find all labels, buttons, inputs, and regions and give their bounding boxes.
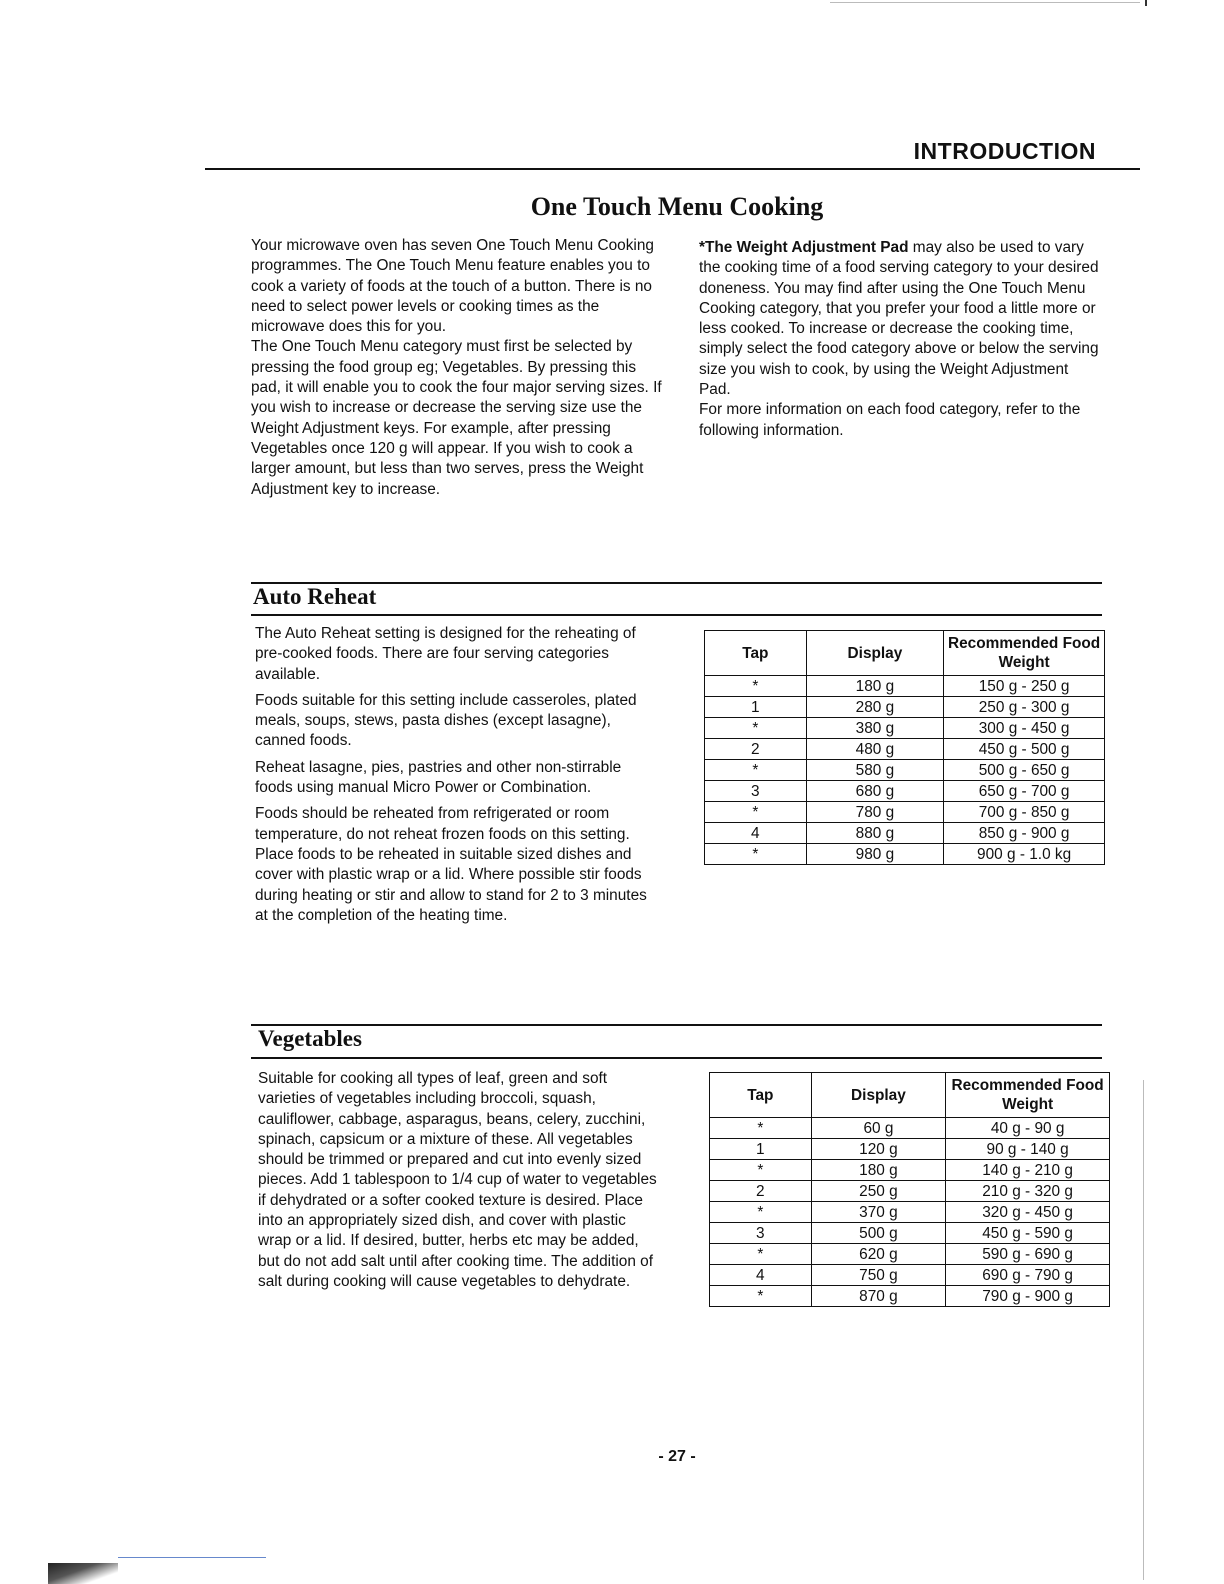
col-header-display: Display: [811, 1073, 946, 1118]
weight-adjust-paragraph: *The Weight Adjustment Pad may also be used to vary the cooking time of a food serving category to your desired doneness. You may find after using the One Touch Menu Cooking category, that you prefer your food a little more or less cooked. To increase or decrease the cooking time, simply select the food category above or below the serving size you wish to cook, by using the Weight Adjustment Pad.: [699, 239, 1099, 399]
auto-reheat-table: [704, 630, 1105, 865]
weight-cell: 700 g - 850 g: [944, 802, 1105, 823]
table-row: [710, 1160, 1110, 1181]
display-cell: 60 g: [811, 1118, 946, 1139]
weight-cell: 450 g - 500 g: [944, 739, 1105, 760]
table-row: [710, 1202, 1110, 1223]
scan-corner-smudge: [48, 1563, 118, 1584]
table-row: [705, 739, 1105, 760]
tap-cell: 3: [705, 781, 807, 802]
table-row: [710, 1181, 1110, 1202]
weight-cell: 850 g - 900 g: [944, 823, 1105, 844]
tap-cell: *: [705, 802, 807, 823]
table-header-row: [710, 1073, 1110, 1118]
weight-cell: 650 g - 700 g: [944, 781, 1105, 802]
tap-cell: 1: [705, 697, 807, 718]
tap-cell: *: [710, 1286, 812, 1307]
col-header-tap: Tap: [710, 1073, 812, 1118]
table-row: [705, 676, 1105, 697]
weight-cell: 790 g - 900 g: [946, 1286, 1110, 1307]
header-rule: [205, 168, 1140, 170]
display-cell: 180 g: [806, 676, 944, 697]
display-cell: 680 g: [806, 781, 944, 802]
display-cell: 380 g: [806, 718, 944, 739]
weight-cell: 690 g - 790 g: [946, 1265, 1110, 1286]
auto-reheat-paragraph: Foods should be reheated from refrigerated or room temperature, do not reheat frozen foods on this setting. Place foods to be reheated in suitable sized dishes and cover with plastic wrap or a lid. Where possible stir foods during heating or stir and allow to stand for 2 to 3 minutes at the completion of the heating time.: [255, 805, 647, 924]
auto-reheat-heading: Auto Reheat: [253, 584, 377, 609]
tap-cell: *: [705, 676, 807, 697]
table-row: [710, 1265, 1110, 1286]
intro-paragraph: Your microwave oven has seven One Touch Menu Cooking programmes. The One Touch Menu feature enables you to cook a variety of foods at the touch of a button. There is no need to select power levels or cooking times as the microwave does this for you.: [251, 237, 654, 336]
weight-cell: 590 g - 690 g: [946, 1244, 1110, 1265]
weight-cell: 300 g - 450 g: [944, 718, 1105, 739]
tap-cell: 1: [710, 1139, 812, 1160]
weight-cell: 250 g - 300 g: [944, 697, 1105, 718]
section-rule: [251, 1057, 1102, 1059]
section-rule: [251, 1024, 1102, 1026]
display-cell: 370 g: [811, 1202, 946, 1223]
display-cell: 280 g: [806, 697, 944, 718]
auto-reheat-paragraph: Reheat lasagne, pies, pastries and other non-stirrable foods using manual Micro Power or Combination.: [255, 758, 622, 797]
display-cell: 120 g: [811, 1139, 946, 1160]
display-cell: 980 g: [806, 844, 944, 865]
page-title: One Touch Menu Cooking: [530, 192, 824, 221]
auto-reheat-paragraph: Foods suitable for this setting include casseroles, plated meals, soups, stews, pasta dishes (except lasagne), canned foods.: [255, 691, 637, 750]
scan-mark: [830, 2, 1140, 3]
weight-cell: 210 g - 320 g: [946, 1181, 1110, 1202]
weight-cell: 900 g - 1.0 kg: [944, 844, 1105, 865]
tap-cell: *: [710, 1202, 812, 1223]
auto-reheat-paragraph: The Auto Reheat setting is designed for the reheating of pre-cooked foods. There are four serving categories available.: [255, 625, 636, 683]
display-cell: 580 g: [806, 760, 944, 781]
tap-cell: *: [710, 1160, 812, 1181]
display-cell: 480 g: [806, 739, 944, 760]
table-row: [710, 1244, 1110, 1265]
intro-left-column: [251, 236, 666, 500]
table-row: [705, 781, 1105, 802]
display-cell: 250 g: [811, 1181, 946, 1202]
table-header-row: [705, 631, 1105, 676]
display-cell: 870 g: [811, 1286, 946, 1307]
tap-cell: 3: [710, 1223, 812, 1244]
section-rule: [251, 614, 1102, 616]
tap-cell: *: [705, 718, 807, 739]
table-row: [710, 1223, 1110, 1244]
table-row: [705, 718, 1105, 739]
weight-cell: 140 g - 210 g: [946, 1160, 1110, 1181]
tap-cell: *: [705, 844, 807, 865]
tap-cell: *: [710, 1244, 812, 1265]
col-header-display: Display: [806, 631, 944, 676]
weight-cell: 450 g - 590 g: [946, 1223, 1110, 1244]
display-cell: 500 g: [811, 1223, 946, 1244]
table-row: [705, 760, 1105, 781]
table-row: [705, 802, 1105, 823]
vegetables-text: [258, 1069, 663, 1298]
weight-cell: 40 g - 90 g: [946, 1118, 1110, 1139]
tap-cell: *: [705, 760, 807, 781]
weight-cell: 150 g - 250 g: [944, 676, 1105, 697]
col-header-weight: Recommended Food Weight: [946, 1073, 1110, 1118]
intro-right-column: [699, 238, 1104, 441]
tap-cell: 2: [710, 1181, 812, 1202]
table-row: [710, 1118, 1110, 1139]
page-number: - 27 -: [658, 1448, 696, 1465]
section-label: INTRODUCTION: [913, 138, 1096, 164]
scan-edge-line: [1143, 1080, 1144, 1580]
weight-cell: 500 g - 650 g: [944, 760, 1105, 781]
weight-cell: 320 g - 450 g: [946, 1202, 1110, 1223]
table-row: [710, 1139, 1110, 1160]
section-rule: [251, 582, 1102, 584]
tap-cell: 2: [705, 739, 807, 760]
table-row: [705, 697, 1105, 718]
display-cell: 620 g: [811, 1244, 946, 1265]
table-row: [705, 844, 1105, 865]
scan-mark: [1145, 0, 1147, 6]
weight-cell: 90 g - 140 g: [946, 1139, 1110, 1160]
display-cell: 180 g: [811, 1160, 946, 1181]
vegetables-paragraph: Suitable for cooking all types of leaf, green and soft varieties of vegetables including broccoli, squash, cauliflower, cabbage, asparagus, beans, celery, zucchini, spinach, capsicum or a mixture of these. All vegetables should be trimmed or prepared and cut into evenly sized pieces. Add 1 tablespoon to 1/4 cup of water to vegetables if dehydrated or a softer cooked texture is desired. Place into an appropriately sized dish, and cover with plastic wrap or a lid. If desired, butter, herbs etc may be added, but do not add salt until after cooking time. The addition of salt during cooking will cause vegetables to dehydrate.: [258, 1070, 657, 1290]
vegetables-heading: Vegetables: [258, 1026, 362, 1051]
weight-adjust-lead: *The Weight Adjustment Pad: [699, 239, 909, 256]
table-row: [710, 1286, 1110, 1307]
display-cell: 780 g: [806, 802, 944, 823]
tap-cell: 4: [710, 1265, 812, 1286]
tap-cell: *: [710, 1118, 812, 1139]
table-row: [705, 823, 1105, 844]
col-header-tap: Tap: [705, 631, 807, 676]
auto-reheat-text: [255, 624, 660, 932]
scan-mark: [118, 1557, 266, 1558]
vegetables-table: [709, 1072, 1110, 1307]
intro-paragraph: For more information on each food category, refer to the following information.: [699, 401, 1081, 439]
col-header-weight: Recommended Food Weight: [944, 631, 1105, 676]
display-cell: 750 g: [811, 1265, 946, 1286]
display-cell: 880 g: [806, 823, 944, 844]
tap-cell: 4: [705, 823, 807, 844]
intro-paragraph: The One Touch Menu category must first be selected by pressing the food group eg; Vegetables. By pressing this pad, it will enable you to cook the four major serving sizes. If you wish to increase or decrease the serving size use the Weight Adjustment keys. For example, after pressing Vegetables once 120 g will appear. If you wish to cook a larger amount, but less than two serves, press the Weight Adjustment key to increase.: [251, 338, 662, 498]
